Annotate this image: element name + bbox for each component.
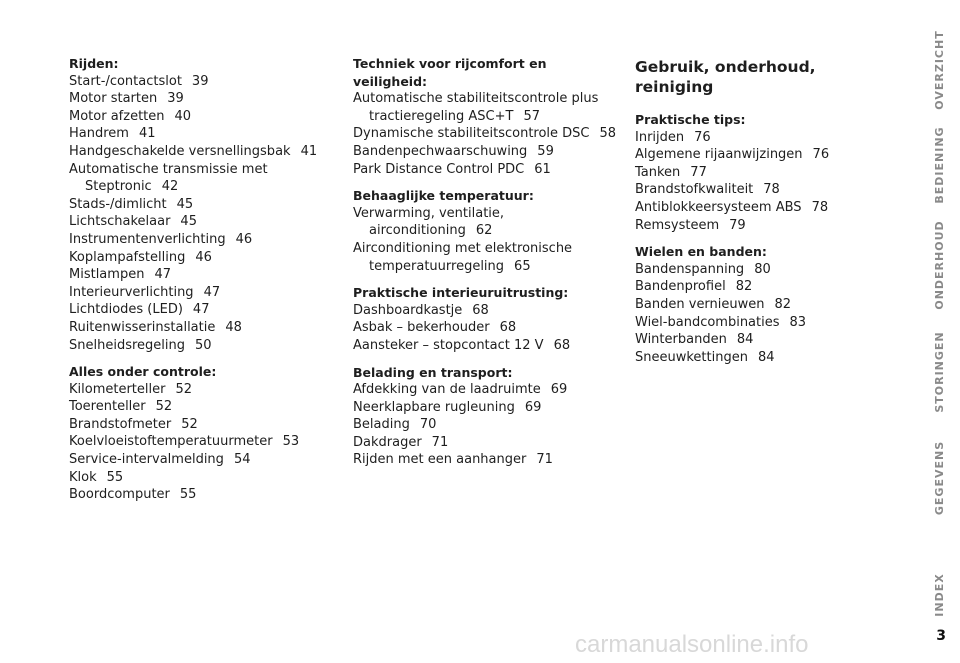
toc-entry-text-cont: tractieregeling ASC+T xyxy=(369,108,514,124)
section-heading: Rijden: xyxy=(69,56,119,71)
toc-entry-text-cont: airconditioning xyxy=(369,223,466,239)
section-heading: Praktische interieuruitrusting: xyxy=(353,285,569,301)
toc-entry[interactable] xyxy=(635,349,885,367)
toc-entry-page: 69 xyxy=(550,382,568,398)
toc-entry-text: Bandenspanning xyxy=(635,261,745,277)
tab-index[interactable]: INDEX xyxy=(933,573,946,617)
toc-entry-page: 52 xyxy=(175,381,193,397)
toc-section xyxy=(353,284,623,354)
toc-entry-page: 54 xyxy=(233,452,251,468)
toc-entry-text: Start-/contactslot xyxy=(69,73,182,89)
toc-entry-text: Winterbanden xyxy=(635,332,727,348)
section-heading: Behaaglijke temperatuur: xyxy=(353,188,534,204)
toc-entry-text: Banden vernieuwen xyxy=(635,296,765,312)
toc-entry[interactable] xyxy=(353,319,623,337)
toc-entry[interactable] xyxy=(635,164,885,182)
toc-entry-text: Remsysteem xyxy=(635,217,720,233)
toc-entry-page: 68 xyxy=(553,337,571,353)
toc-entry[interactable] xyxy=(69,319,339,337)
toc-entry-page: 70 xyxy=(419,417,437,433)
toc-entry[interactable] xyxy=(635,296,885,314)
section-heading: Wielen en banden: xyxy=(635,244,767,260)
toc-entry-text: Lichtschakelaar xyxy=(69,214,171,230)
toc-entry-text: Brandstofkwaliteit xyxy=(635,182,754,198)
toc-entry-text: Park Distance Control PDC xyxy=(353,161,525,177)
toc-entry[interactable] xyxy=(69,231,339,249)
toc-entry-text: Verwarming, ventilatie, xyxy=(353,205,505,221)
toc-entry[interactable] xyxy=(353,381,623,399)
tab-onderhoud[interactable]: ONDERHOUD xyxy=(933,220,946,310)
toc-entry[interactable] xyxy=(353,416,623,434)
toc-entry-text-cont: temperatuurregeling xyxy=(369,258,505,274)
toc-entry[interactable] xyxy=(635,199,885,217)
toc-entry-text: Lichtdiodes (LED) xyxy=(69,302,183,318)
toc-section xyxy=(353,364,623,470)
toc-entry-text: Mistlampen xyxy=(69,267,145,283)
toc-entry-page: 82 xyxy=(774,296,792,312)
toc-section xyxy=(353,55,623,178)
toc-entry-text: Aansteker – stopcontact 12 V xyxy=(353,337,544,353)
toc-entry[interactable] xyxy=(69,125,339,143)
toc-entry-page: 77 xyxy=(690,164,707,180)
toc-entry-text: Sneeuwkettingen xyxy=(635,349,748,365)
toc-entry-page: 47 xyxy=(192,302,210,318)
toc-entry-page: 76 xyxy=(812,147,830,163)
toc-entry-text: Klok xyxy=(69,469,97,485)
toc-entry-text: Instrumentenverlichting xyxy=(69,231,226,247)
toc-entry-page: 68 xyxy=(499,320,517,336)
toc-entry[interactable] xyxy=(69,213,339,231)
toc-entry[interactable] xyxy=(69,143,339,161)
toc-entry-page: 46 xyxy=(195,249,212,265)
toc-entry-text: Ruitenwisserinstallatie xyxy=(69,319,216,335)
toc-entry-page: 50 xyxy=(195,337,212,353)
toc-entry-page: 46 xyxy=(235,231,253,247)
toc-entry-page: 61 xyxy=(534,161,551,177)
watermark: carmanualsonline.info xyxy=(575,631,809,658)
toc-section xyxy=(353,187,623,275)
toc-entry[interactable] xyxy=(69,266,339,284)
toc-entry-text: Bandenpechwaarschuwing xyxy=(353,143,528,159)
toc-entry-text: Neerklapbare rugleuning xyxy=(353,399,515,415)
toc-entry-text: Afdekking van de laadruimte xyxy=(353,382,541,398)
toc-entry[interactable] xyxy=(69,416,339,434)
toc-entry[interactable] xyxy=(69,433,339,451)
toc-entry-text: Automatische transmissie met xyxy=(69,161,268,177)
toc-section xyxy=(635,243,885,366)
toc-entry-page: 40 xyxy=(174,108,192,124)
toc-entry-text: Asbak – bekerhouder xyxy=(353,320,490,336)
toc-entry-page: 68 xyxy=(472,302,489,318)
column-middle xyxy=(353,55,623,478)
toc-entry-text: Koplampafstelling xyxy=(69,249,186,265)
toc-entry[interactable] xyxy=(69,337,339,355)
toc-entry[interactable] xyxy=(353,337,623,355)
toc-entry-text: Dynamische stabiliteitscontrole DSC xyxy=(353,126,590,142)
toc-entry-text: Handrem xyxy=(69,126,129,142)
toc-entry-text: Tanken xyxy=(635,164,681,180)
toc-entry[interactable] xyxy=(353,143,623,161)
toc-entry-page: 55 xyxy=(106,469,124,485)
toc-entry-page: 41 xyxy=(300,143,318,159)
toc-entry-page: 76 xyxy=(694,129,711,145)
toc-entry-text: Kilometerteller xyxy=(69,381,166,397)
toc-entry-text: Wiel-bandcombinaties xyxy=(635,314,780,330)
toc-entry-page: 58 xyxy=(599,126,617,142)
toc-entry-text: Belading xyxy=(353,417,410,433)
toc-entry[interactable] xyxy=(353,302,623,320)
toc-entry-page: 84 xyxy=(757,349,775,365)
toc-entry-page: 83 xyxy=(789,314,807,330)
section-heading: Praktische tips: xyxy=(635,112,746,127)
toc-entry-page: 55 xyxy=(179,487,197,503)
toc-entry-page: 79 xyxy=(729,217,746,233)
toc-entry-text: Snelheidsregeling xyxy=(69,337,185,353)
toc-entry-page: 71 xyxy=(431,434,449,450)
tab-storingen[interactable]: STORINGEN xyxy=(933,331,946,413)
toc-entry-page: 65 xyxy=(514,258,531,274)
toc-entry[interactable] xyxy=(353,205,623,240)
toc-entry-text: Motor afzetten xyxy=(69,108,165,124)
toc-entry[interactable] xyxy=(69,381,339,399)
toc-entry-page: 48 xyxy=(225,319,242,335)
toc-entry[interactable] xyxy=(69,161,339,196)
chapter-title: Gebruik, onderhoud, reiniging xyxy=(635,58,816,96)
tab-overzicht[interactable]: OVERZICHT xyxy=(933,30,946,110)
toc-entry-page: 45 xyxy=(180,214,197,230)
toc-entry-page: 47 xyxy=(203,284,221,300)
toc-entry-page: 69 xyxy=(524,399,542,415)
toc-entry-text: Toerenteller xyxy=(69,399,146,415)
toc-entry-page: 53 xyxy=(282,434,300,450)
column-left xyxy=(69,55,339,513)
column-right xyxy=(635,55,885,375)
toc-entry-page: 71 xyxy=(536,452,553,468)
section-heading: Belading en transport: xyxy=(353,364,513,380)
toc-entry-page: 39 xyxy=(167,91,184,107)
toc-entry[interactable] xyxy=(635,314,885,332)
tab-bediening[interactable]: BEDIENING xyxy=(933,126,946,204)
toc-entry-text: Handgeschakelde versnellingsbak xyxy=(69,143,291,159)
toc-entry[interactable] xyxy=(353,90,623,125)
toc-entry-text: Airconditioning met elektronische xyxy=(353,240,573,256)
toc-entry-text: Motor starten xyxy=(69,91,158,107)
toc-entry-text: Algemene rijaanwijzingen xyxy=(635,147,803,163)
toc-entry[interactable] xyxy=(353,399,623,417)
toc-entry[interactable] xyxy=(353,240,623,275)
toc-entry-text: Automatische stabiliteitscontrole plus xyxy=(353,91,599,107)
toc-entry[interactable] xyxy=(353,451,623,469)
toc-entry[interactable] xyxy=(69,486,339,504)
tab-gegevens[interactable]: GEGEVENS xyxy=(933,440,946,516)
toc-entry[interactable] xyxy=(69,301,339,319)
toc-section xyxy=(69,363,339,504)
toc-entry[interactable] xyxy=(635,261,885,279)
page-number: 3 xyxy=(936,628,946,644)
toc-entry-page: 45 xyxy=(176,196,194,212)
toc-entry-text: Brandstofmeter xyxy=(69,416,172,432)
toc-entry[interactable] xyxy=(69,73,339,91)
toc-entry-page: 57 xyxy=(523,108,541,124)
toc-entry[interactable] xyxy=(69,108,339,126)
toc-entry-page: 78 xyxy=(811,199,829,215)
toc-entry[interactable] xyxy=(353,161,623,179)
toc-entry[interactable] xyxy=(635,278,885,296)
toc-entry-text: Inrijden xyxy=(635,129,685,145)
toc-entry-text: Interieurverlichting xyxy=(69,284,194,300)
toc-section xyxy=(635,111,885,234)
chapter-sidebar xyxy=(920,0,960,663)
toc-entry[interactable] xyxy=(353,434,623,452)
toc-entry-text: Bandenprofiel xyxy=(635,279,726,295)
toc-entry[interactable] xyxy=(69,451,339,469)
toc-entry-page: 82 xyxy=(735,279,753,295)
toc-entry[interactable] xyxy=(69,196,339,214)
toc-entry[interactable] xyxy=(353,125,623,143)
section-heading: Alles onder controle: xyxy=(69,364,217,380)
toc-entry[interactable] xyxy=(69,249,339,267)
toc-entry[interactable] xyxy=(69,90,339,108)
toc-entry-text-cont: Steptronic xyxy=(85,179,152,195)
toc-entry-page: 84 xyxy=(736,332,754,348)
toc-entry-page: 78 xyxy=(763,182,780,198)
toc-entry-text: Boordcomputer xyxy=(69,487,170,503)
toc-entry-page: 52 xyxy=(155,399,173,415)
section-heading: Techniek voor rijcomfort en veiligheid: xyxy=(353,56,547,89)
toc-entry[interactable] xyxy=(635,129,885,147)
toc-entry-text: Dakdrager xyxy=(353,434,422,450)
toc-entry-text: Rijden met een aanhanger xyxy=(353,452,527,468)
toc-entry[interactable] xyxy=(635,181,885,199)
toc-entry-page: 41 xyxy=(138,126,156,142)
toc-entry-page: 59 xyxy=(537,143,554,159)
toc-entry[interactable] xyxy=(635,217,885,235)
toc-entry[interactable] xyxy=(69,398,339,416)
toc-entry-text: Antiblokkeersysteem ABS xyxy=(635,199,802,215)
toc-entry-page: 47 xyxy=(154,267,171,283)
toc-entry-text: Dashboardkastje xyxy=(353,302,463,318)
toc-entry-page: 80 xyxy=(754,261,771,277)
toc-entry-text: Service-intervalmelding xyxy=(69,452,224,468)
toc-entry[interactable] xyxy=(635,146,885,164)
toc-entry-text: Koelvloeistoftemperatuurmeter xyxy=(69,434,273,450)
toc-section xyxy=(69,55,339,354)
toc-entry-page: 39 xyxy=(191,73,209,89)
toc-entry-text: Stads-/dimlicht xyxy=(69,196,167,212)
toc-entry[interactable] xyxy=(69,284,339,302)
toc-entry[interactable] xyxy=(635,331,885,349)
toc-entry[interactable] xyxy=(69,469,339,487)
toc-entry-page: 62 xyxy=(475,223,493,239)
toc-entry-page: 52 xyxy=(181,416,198,432)
toc-entry-page: 42 xyxy=(161,179,179,195)
